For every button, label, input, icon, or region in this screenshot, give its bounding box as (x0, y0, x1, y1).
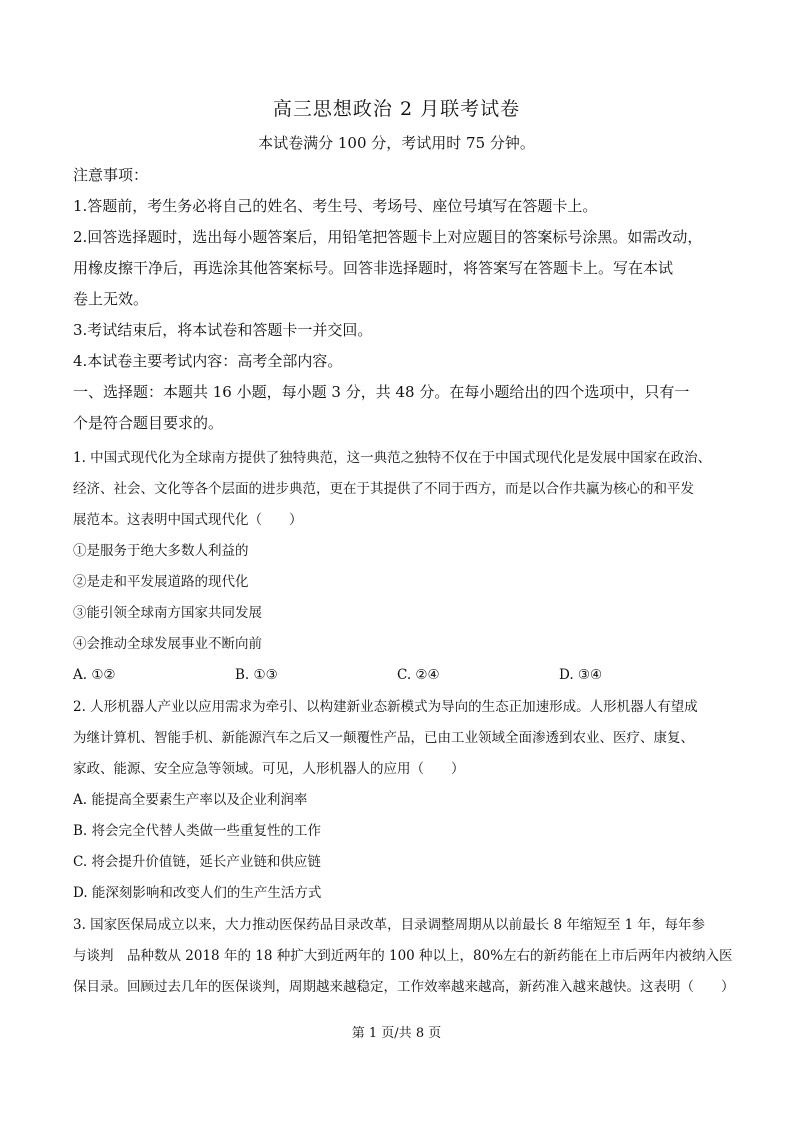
answer-option: C. 将会提升价值链，延长产业链和供应链 (73, 854, 321, 870)
page-subtitle: 本试卷满分 100 分，考试用时 75 分钟。 (258, 134, 535, 152)
question-stem-line: 经济、社会、文化等各个层面的进步典范，更在于其提供了不同于西方，而是以合作共赢为核心的和平发 (73, 481, 694, 497)
answer-option: B. ①③ (235, 667, 278, 683)
question-stem-line: 保目录。回顾过去几年的医保谈判，周期越来越稳定，工作效率越来越高，新药准入越来越快。这表明（ ） (73, 979, 735, 995)
question-stem-line: 3. 国家医保局成立以来，大力推动医保药品目录改革，目录调整周期从以前最长 8 年缩短至 1 年，每年参 (73, 917, 706, 933)
notice-line: 2.回答选择题时，选出每小题答案后，用铅笔把答题卡上对应题目的答案标号涂黑。如需改动， (73, 228, 703, 246)
answer-option: C. ②④ (397, 667, 440, 683)
question-stem-line: 为继计算机、智能手机、新能源汽车之后又一颠覆性产品，已由工业领域全面渗透到农业、医疗、康复、 (73, 730, 694, 746)
answer-options (73, 660, 733, 691)
statement-item: ①是服务于绝大多数人利益的 (73, 543, 249, 559)
notice-line: 4.本试卷主要考试内容：高考全部内容。 (73, 352, 343, 370)
notice-line: 1.答题前，考生务必将自己的姓名、考生号、考场号、座位号填写在答题卡上。 (73, 197, 598, 215)
answer-option: A. ①② (73, 667, 116, 683)
notice-line: 用橡皮擦干净后，再选涂其他答案标号。回答非选择题时，将答案写在答题卡上。写在本试 (73, 259, 674, 277)
question-stem-line: 展范本。这表明中国式现代化（ ） (73, 512, 303, 528)
question-stem-line: 与谈判 品种数从 2018 年的 18 种扩大到近两年的 100 种以上，80%左右的新药能在上市后两年内被纳入医 (73, 948, 733, 964)
page-title: 高三思想政治 2 月联考试卷 (272, 98, 521, 120)
answer-option: D. ③④ (559, 667, 603, 683)
question-1 (73, 443, 733, 691)
section-heading-line: 一、选择题：本题共 16 小题，每小题 3 分，共 48 分。在每小题给出的四个选项中，只有一 (73, 383, 690, 401)
answer-option: B. 将会完全代替人类做一些重复性的工作 (73, 823, 322, 839)
question-3 (73, 910, 733, 1003)
section-heading-line: 个是符合题目要求的。 (73, 414, 224, 432)
notice-line: 卷上无效。 (73, 290, 149, 308)
answer-option: A. 能提高全要素生产率以及企业利润率 (73, 792, 308, 808)
question-stem-line: 2. 人形机器人产业以应用需求为牵引、以构建新业态新模式为导向的生态正加速形成。人形机器人有望成 (73, 699, 698, 715)
question-stem-line: 家政、能源、安全应急等领域。可见，人形机器人的应用（ ） (73, 761, 465, 777)
statement-item: ③能引领全球南方国家共同发展 (73, 605, 262, 621)
statement-item: ④会推动全球发展事业不断向前 (73, 636, 262, 652)
question-stem-line: 1. 中国式现代化为全球南方提供了独特典范，这一典范之独特不仅在于中国式现代化是发展中国家在政治、 (73, 450, 712, 466)
notice-section (73, 160, 733, 439)
question-2 (73, 692, 733, 909)
notice-line: 3.考试结束后，将本试卷和答题卡一并交回。 (73, 321, 373, 339)
notice-heading: 注意事项： (73, 166, 149, 184)
statement-item: ②是走和平发展道路的现代化 (73, 574, 249, 590)
answer-option: D. 能深刻影响和改变人们的生产生活方式 (73, 885, 322, 901)
page-number-footer: 第 1 页/共 8 页 (351, 1026, 442, 1041)
